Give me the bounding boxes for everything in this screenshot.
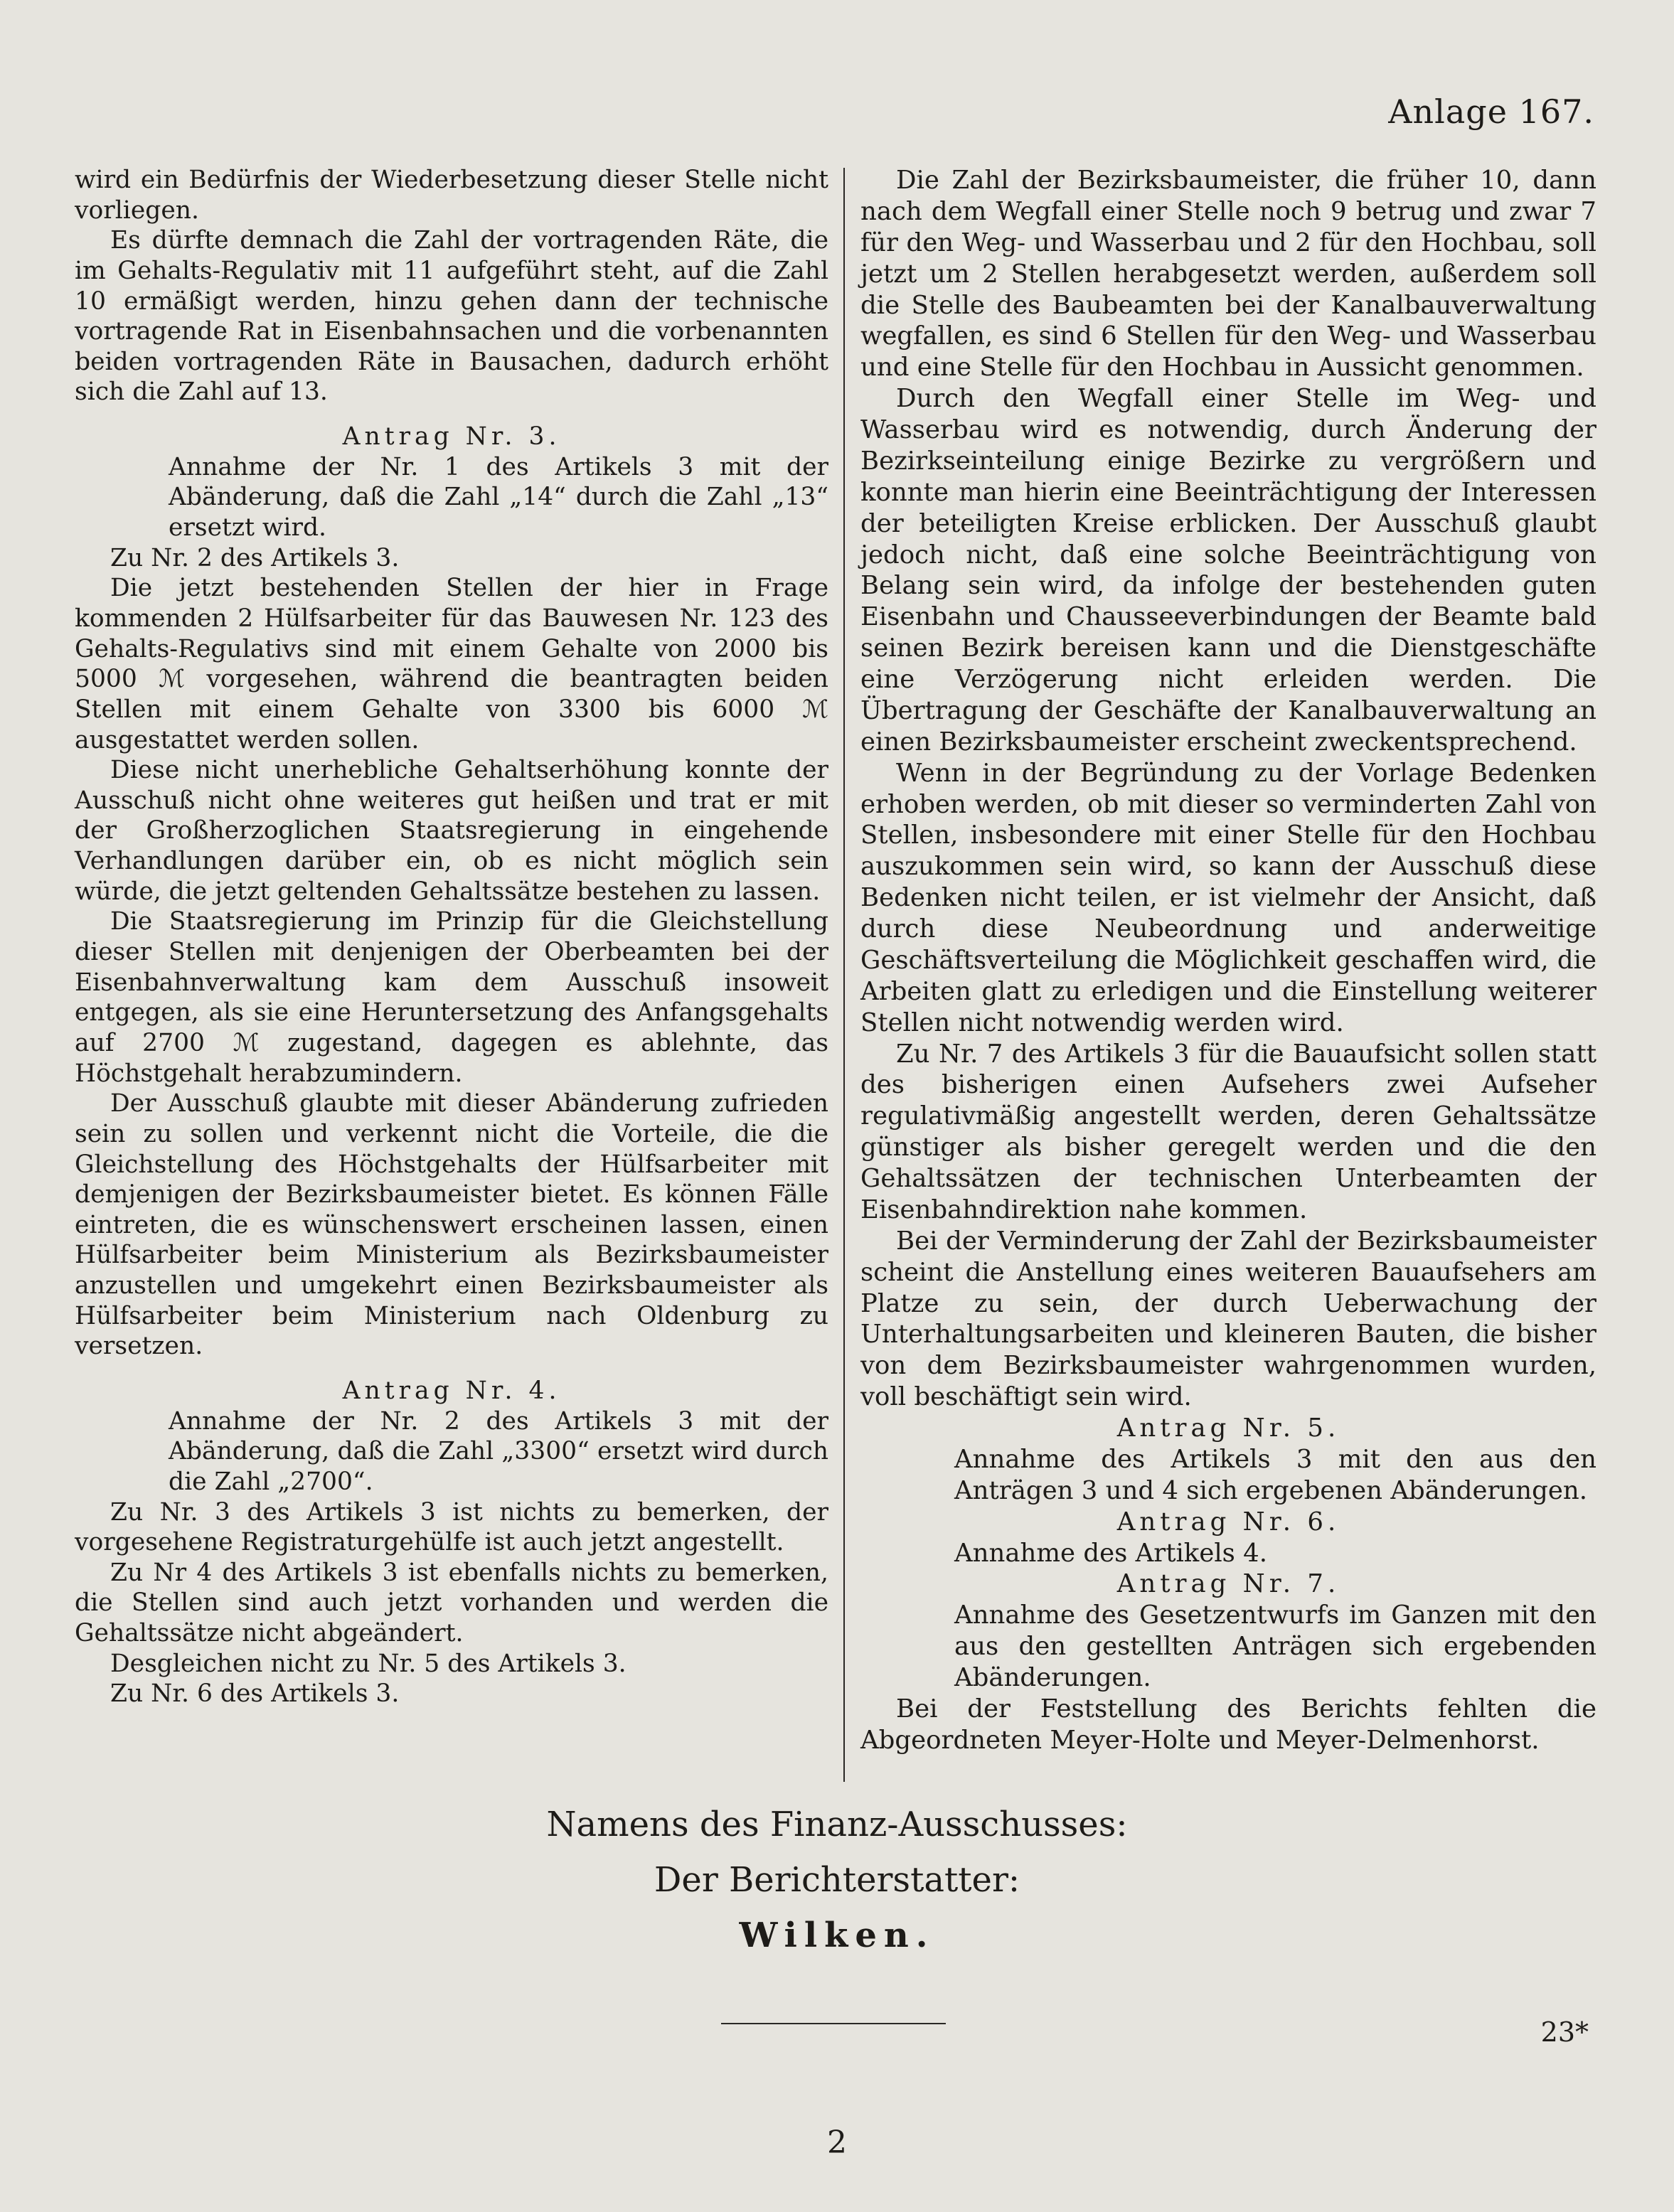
annex-label: Anlage 167. [1388,92,1594,131]
paragraph: wird ein Bedürfnis der Wiederbesetzung dieser Stelle nicht vorliegen. [75,166,828,225]
motion-heading: Antrag Nr. 4. [342,1376,561,1405]
paragraph: Bei der Feststellung des Berichts fehlten die Abgeordneten Meyer-Holte und Meyer-Delmenhorst. [860,1694,1596,1755]
motion-heading: Antrag Nr. 3. [342,422,561,452]
paragraph: Diese nicht unerhebliche Gehaltserhöhung konnte der Ausschuß nicht ohne weiteres gut heißen und trat er mit der Großherzoglichen Staatsregierung in eingehende Verhandlungen darüber ein, ob es nicht möglich sein würde, die jetzt geltenden Gehaltssätze bestehen zu lassen. [75,756,828,906]
page-number: 2 [827,2125,847,2161]
signature-rapporteur-label: Der Berichterstatter: [654,1860,1020,1900]
motion-heading: Antrag Nr. 6. [1116,1507,1340,1537]
paragraph: Die jetzt bestehenden Stellen der hier in Frage kommenden 2 Hülfsarbeiter für das Bauwesen Nr. 123 des Gehalts-Regulativs sind mit einem Gehalte von 2000 bis 5000 ℳ vorgesehen, während die beantragten beiden Stellen mit einem Gehalte von 3300 bis 6000 ℳ ausgestattet werden sollen. [75,574,828,754]
paragraph: Die Zahl der Bezirksbaumeister, die früher 10, dann nach dem Wegfall einer Stelle noch 9 betrug und zwar 7 für den Weg- und Wasserbau und 2 für den Hochbau, soll jetzt um 2 Stellen herabgesetzt werden, außerdem soll die Stelle des Baubeamten bei der Kanalbauverwaltung wegfallen, es sind 6 Stellen für den Weg- und Wasserbau und eine Stelle für den Hochbau in Aussicht genommen. [860,166,1596,383]
paragraph: Desgleichen nicht zu Nr. 5 des Artikels 3. [110,1649,627,1678]
paragraph: Zu Nr. 7 des Artikels 3 für die Bauaufsicht sollen statt des bisherigen einen Aufsehers zwei Aufseher regulativmäßig angestellt werden, deren Gehaltssätze günstiger als bisher geregelt werden und die den Gehaltssätzen der technischen Unterbeamten der Eisenbahndirektion nahe kommen. [860,1039,1596,1224]
motion-text: Annahme des Artikels 4. [954,1538,1268,1568]
paragraph: Zu Nr. 6 des Artikels 3. [110,1679,400,1709]
motion-heading: Antrag Nr. 5. [1116,1414,1340,1443]
paragraph: Zu Nr. 3 des Artikels 3 ist nichts zu bemerken, der vorgesehene Registraturgehülfe ist auch jetzt angestellt. [75,1497,828,1557]
motion-text: Annahme der Nr. 1 des Artikels 3 mit der Abänderung, daß die Zahl „14“ durch die Zahl „13“ ersetzt wird. [169,452,828,543]
right-column [860,165,1596,1756]
paragraph: Zu Nr 4 des Artikels 3 ist ebenfalls nichts zu bemerken, die Stellen sind auch jetzt vorhanden und werden die Gehaltssätze nicht abgeändert. [75,1558,828,1648]
paragraph: Wenn in der Begründung zu der Vorlage Bedenken erhoben werden, ob mit dieser so verminderten Zahl von Stellen, insbesondere mit einer Stelle für den Hochbau auszukommen sein wird, so kann der Ausschuß diese Bedenken nicht teilen, er ist vielmehr der Ansicht, daß durch diese Neubeordnung und anderweitige Geschäftsverteilung die Möglichkeit geschaffen wird, die Arbeiten glatt zu erledigen und die Einstellung weiterer Stellen nicht notwendig werden wird. [860,758,1596,1037]
section-heading: Zu Nr. 2 des Artikels 3. [110,543,400,572]
paragraph: Es dürfte demnach die Zahl der vortragenden Räte, die im Gehalts-Regulativ mit 11 aufgeführt steht, auf die Zahl 10 ermäßigt werden, hinzu gehen dann der technische vortragende Rat in Eisenbahnsachen und die vorbenannten beiden vortragenden Räte in Bausachen, dadurch erhöht sich die Zahl auf 13. [75,226,828,407]
closing-rule [721,2023,946,2024]
motion-text: Annahme des Artikels 3 mit den aus den Anträgen 3 und 4 sich ergebenen Abänderungen. [954,1444,1596,1505]
signature-name: Wilken. [739,1916,935,1955]
motion-text: Annahme der Nr. 2 des Artikels 3 mit der Abänderung, daß die Zahl „3300“ ersetzt wird durch die Zahl „2700“. [169,1406,828,1496]
signature-committee: Namens des Finanz-Ausschusses: [546,1805,1128,1844]
paragraph: Die Staatsregierung im Prinzip für die Gleichstellung dieser Stellen mit denjenigen der Oberbeamten bei der Eisenbahnverwaltung kam dem Ausschuß insoweit entgegen, als sie eine Heruntersetzung des Anfangsgehalts auf 2700 ℳ zugestand, dagegen es ablehnte, das Höchstgehalt herabzumindern. [75,907,828,1088]
motion-text: Annahme des Gesetzentwurfs im Ganzen mit den aus den gestellten Anträgen sich ergebenden Abänderungen. [954,1601,1596,1692]
paragraph: Durch den Wegfall einer Stelle im Weg- und Wasserbau wird es notwendig, durch Änderung der Bezirkseinteilung einige Bezirke zu vergrößern und konnte man hierin eine Beeinträchtigung der Interessen der beteiligten Kreise erblicken. Der Ausschuß glaubt jedoch nicht, daß eine solche Beeinträchtigung von Belang sein wird, da infolge der bestehenden guten Eisenbahn und Chausseeverbindungen der Beamte bald seinen Bezirk bereisen kann und die Dienstgeschäfte eine Verzögerung nicht erleiden werden. Die Übertragung der Geschäfte der Kanalbauverwaltung an einen Bezirksbaumeister erscheint zweckentsprechend. [860,384,1596,757]
column-divider [843,168,845,1782]
motion-heading: Antrag Nr. 7. [1116,1569,1340,1599]
paragraph: Bei der Verminderung der Zahl der Bezirksbaumeister scheint die Anstellung eines weiteren Bauaufsehers am Platze zu sein, der durch Ueberwachung der Unterhaltungsarbeiten und kleineren Bauten, die bisher von dem Bezirksbaumeister wahrgenommen wurden, voll beschäftigt sein wird. [860,1226,1596,1412]
left-column [75,165,828,1709]
paragraph: Der Ausschuß glaubte mit dieser Abänderung zufrieden sein zu sollen und verkennt nicht die Vorteile, die die Gleichstellung des Höchstgehalts der Hülfsarbeiter mit demjenigen der Bezirksbaumeister bietet. Es können Fälle eintreten, die es wünschenswert erscheinen lassen, einen Hülfsarbeiter beim Ministerium als Bezirksbaumeister anzustellen und umgekehrt einen Bezirksbaumeister als Hülfsarbeiter beim Ministerium nach Oldenburg zu versetzen. [75,1089,828,1361]
sheet-mark: 23* [1540,2016,1589,2048]
